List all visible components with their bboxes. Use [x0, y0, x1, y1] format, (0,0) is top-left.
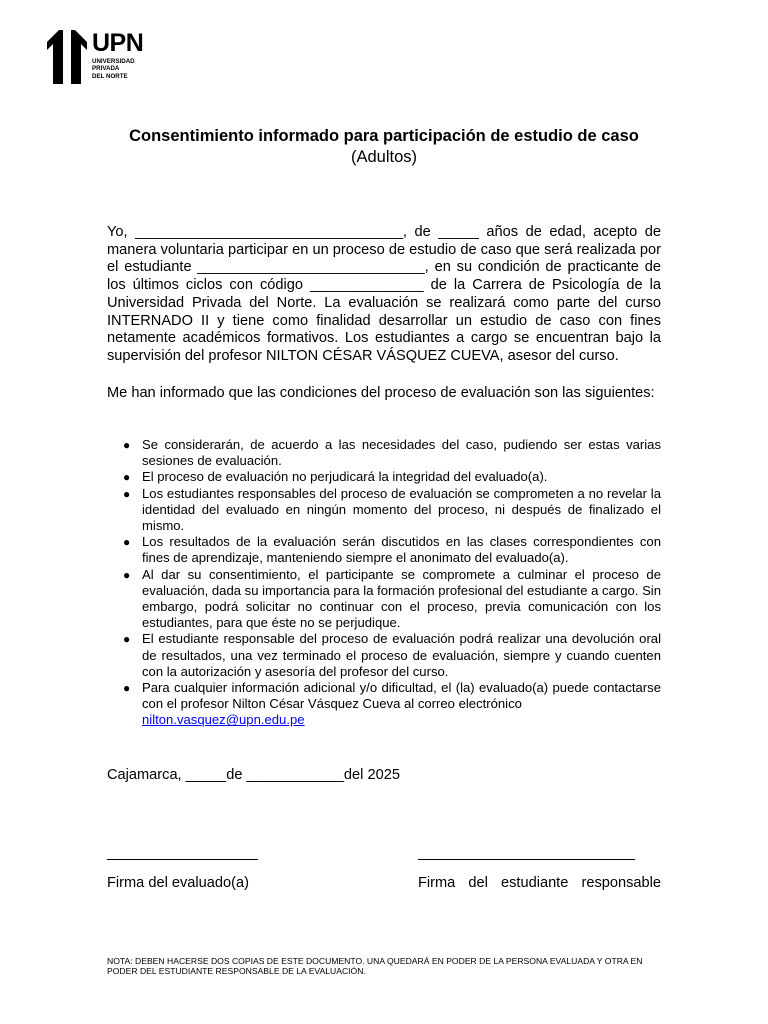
bullet-icon: ●: [123, 438, 131, 452]
logo-line-2: PRIVADA: [92, 65, 120, 73]
conditions-list: [107, 437, 661, 729]
signature-label-evaluado: Firma del evaluado(a): [107, 875, 249, 891]
logo-wordmark: UPN: [92, 29, 144, 57]
logo-line-3: DEL NORTE: [92, 72, 128, 80]
email-link[interactable]: nilton.vasquez@upn.edu.pe: [142, 712, 305, 728]
bullet-icon: ●: [123, 567, 131, 582]
footer-note: NOTA: DEBEN HACERSE DOS COPIAS DE ESTE DOCUMENTO. UNA QUEDARÁ EN PODER DE LA PERSONA EVALUADA Y OTRA EN PODER DEL ESTUDIANTE RESPONSABLE DE LA EVALUACIÓN.: [107, 956, 643, 977]
conditions-intro: Me han informado que las condiciones del proceso de evaluación son las siguientes:: [107, 385, 655, 401]
logo-line-1: UNIVERSIDAD: [92, 58, 135, 65]
list-item: ● Los estudiantes responsables del proceso de evaluación se comprometen a no revelar la identidad del evaluado en ningún momento del proceso, ni después de finalizado el mismo.: [123, 485, 661, 534]
signature-label-estudiante: Firma del estudiante responsable: [418, 875, 661, 891]
list-item: ● Se considerarán, de acuerdo a las necesidades del caso, pudiendo ser estas varias sesiones de evaluación.: [123, 437, 661, 469]
list-item: ● El proceso de evaluación no perjudicará la integridad del evaluado(a).: [123, 469, 548, 485]
consent-paragraph: Yo, _________________________________, de _____ años de edad, acepto de manera voluntaria participar en un proceso de estudio de caso que será realizada por el estudiante ____________________________, en su condición de practicante de los últimos ciclos con código ______________ de la Carrera de Psicología de la Universidad Privada del Norte. La evaluación se realizará como parte del curso INTERNADO II y tiene como finalidad desarrollar un estudio de caso con fines netamente académicos formativos. Los estudiantes a cargo se encuentran bajo la supervisión del profesor NILTON CÉSAR VÁSQUEZ CUEVA, asesor del curso.: [107, 224, 661, 364]
signature-line-evaluado: [107, 859, 258, 860]
logo-university-name: [92, 58, 135, 80]
list-item: ● Los resultados de la evaluación serán discutidos en las clases correspondientes con fines de aprendizaje, manteniendo siempre el anonimato del evaluado(a).: [123, 534, 661, 566]
bullet-icon: ●: [123, 632, 131, 647]
bullet-icon: ●: [123, 535, 131, 550]
bullet-icon: ●: [123, 681, 131, 696]
list-item: ● Para cualquier información adicional y/o dificultad, el (la) evaluado(a) puede contactarse con el profesor Nilton César Vásquez Cueva al correo electrónico nilton.vasquez@upn.edu.pe: [123, 680, 661, 728]
document-title: Consentimiento informado para participación de estudio de caso: [129, 127, 639, 145]
list-item: ● Al dar su consentimiento, el participante se compromete a culminar el proceso de evaluación, dada su importancia para la formación profesional del estudiante a cargo. Sin embargo, podrá solicitar no continuar con el proceso, previa comunicación con los estudiantes, para que éste no se perjudique.: [123, 566, 661, 631]
upn-arrow-logo-icon: [47, 30, 87, 84]
bullet-icon: ●: [123, 470, 131, 485]
signature-line-estudiante: [418, 859, 635, 860]
document-subtitle: (Adultos): [350, 148, 418, 166]
bullet-icon: ●: [123, 486, 131, 501]
place-date-line: Cajamarca, _____de ____________del 2025: [107, 767, 400, 783]
upn-logo: [47, 30, 147, 86]
list-item: ● El estudiante responsable del proceso de evaluación podrá realizar una devolución oral de resultados, una vez terminado el proceso de evaluación, siempre y cuando cuenten con la autorización y asesoría del profesor del curso.: [123, 631, 661, 679]
